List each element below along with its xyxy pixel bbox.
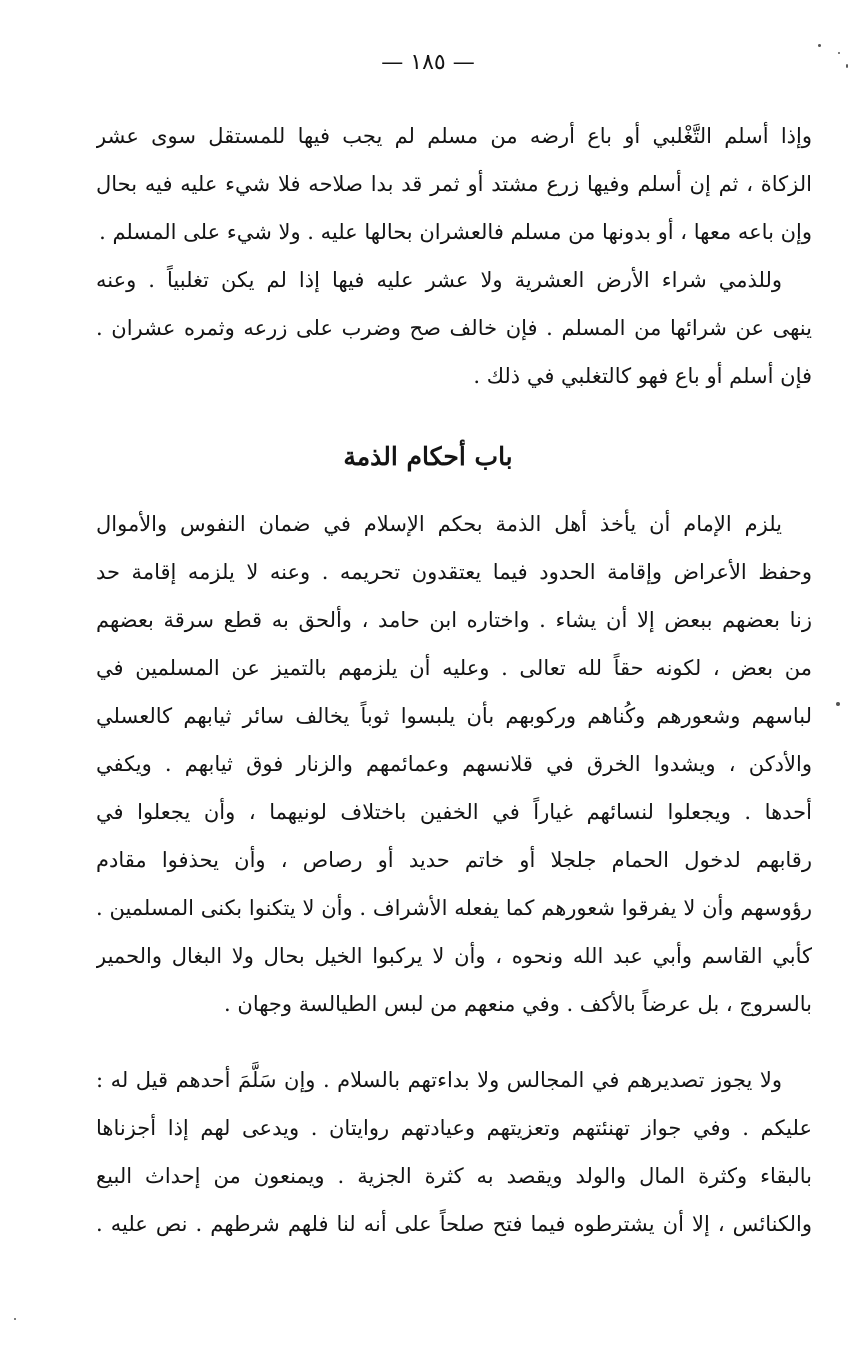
text-line: وإذا أسلم التَّغْلبي أو باع أرضه من مسلم لم يجب فيها للمستقل سوى عشر — [96, 124, 812, 148]
text-line: من بعض ، لكونه حقاً لله تعالى . وعليه أن يلزمهم بالتميز عن المسلمين في — [96, 656, 812, 680]
text-line: بالبقاء وكثرة المال والولد ويقصد به كثرة الجزية . ويمنعون من إحداث البيع — [96, 1164, 812, 1188]
text-line: يلزم الإمام أن يأخذ أهل الذمة بحكم الإسلام في ضمان النفوس والأموال — [96, 512, 782, 536]
text-line: عليكم . وفي جواز تهنئتهم وتعزيتهم وعيادتهم روايتان . ويدعى لهم إذا أجزناها — [96, 1116, 812, 1140]
text-line: ولا يجوز تصديرهم في المجالس ولا بداءتهم بالسلام . وإن سَلَّمَ أحدهم قيل له : — [96, 1068, 782, 1092]
text-line: والأدكن ، ويشدوا الخرق في قلانسهم وعمائمهم والزنار فوق ثيابهم . ويكفي — [96, 752, 812, 776]
text-line: لباسهم وشعورهم وكُناهم وركوبهم بأن يلبسوا ثوباً يخالف سائر ثيابهم كالعسلي — [96, 704, 812, 728]
scan-speck — [836, 702, 840, 706]
scan-speck — [818, 44, 821, 47]
text-line: رقابهم لدخول الحمام جلجلا أو خاتم حديد أو رصاص ، وأن يحذفوا مقادم — [96, 848, 812, 872]
text-line: زنا بعضهم ببعض إلا أن يشاء . واختاره ابن حامد ، وألحق به قطع سرقة بعضهم — [96, 608, 812, 632]
text-line: وحفظ الأعراض وإقامة الحدود فيما يعتقدون تحريمه . وعنه لا يلزمه إقامة حد — [96, 560, 812, 584]
page-number: — ١٨٥ — — [381, 50, 475, 75]
text-line: وللذمي شراء الأرض العشرية ولا عشر عليه فيها إذا لم يكن تغلبياً . وعنه — [96, 268, 782, 292]
text-line: ينهى عن شرائها من المسلم . فإن خالف صح وضرب على زرعه وثمره عشران . — [96, 316, 812, 340]
text-line: كأبي القاسم وأبي عبد الله ونحوه ، وأن لا يركبوا الخيل بحال ولا البغال والحمير — [96, 944, 812, 968]
paragraph-greeting-rules — [96, 1056, 812, 1248]
text-line: أحدها . ويجعلوا لنسائهم غياراً في الخفين باختلاف لونيهما ، وأن يجعلوا في — [96, 800, 812, 824]
text-line: وإن باعه معها ، أو بدونها من مسلم فالعشران بحالها عليه . ولا شيء على المسلم . — [99, 220, 812, 244]
paragraph-dhimma-rules — [96, 500, 812, 1028]
scan-speck — [838, 52, 840, 54]
scan-speck — [846, 64, 848, 68]
scan-speck — [14, 1318, 16, 1320]
text-line: رؤوسهم وأن لا يفرقوا شعورهم كما يفعله الأشراف . وأن لا يتكنوا بكنى المسلمين . — [96, 896, 812, 920]
section-heading: باب أحكام الذمة — [343, 442, 513, 471]
paragraph-taghlibi-land — [96, 112, 812, 400]
text-line: الزكاة ، ثم إن أسلم وفيها زرع مشتد أو ثمر قد بدا صلاحه فلا شيء عليه فيه بحال — [96, 172, 812, 196]
text-line: فإن أسلم أو باع فهو كالتغلبي في ذلك . — [473, 364, 812, 388]
text-line: والكنائس ، إلا أن يشترطوه فيما فتح صلحاً على أنه لنا فلهم شرطهم . نص عليه . — [96, 1212, 812, 1236]
text-line: بالسروج ، بل عرضاً بالأكف . وفي منعهم من لبس الطيالسة وجهان . — [224, 992, 812, 1016]
